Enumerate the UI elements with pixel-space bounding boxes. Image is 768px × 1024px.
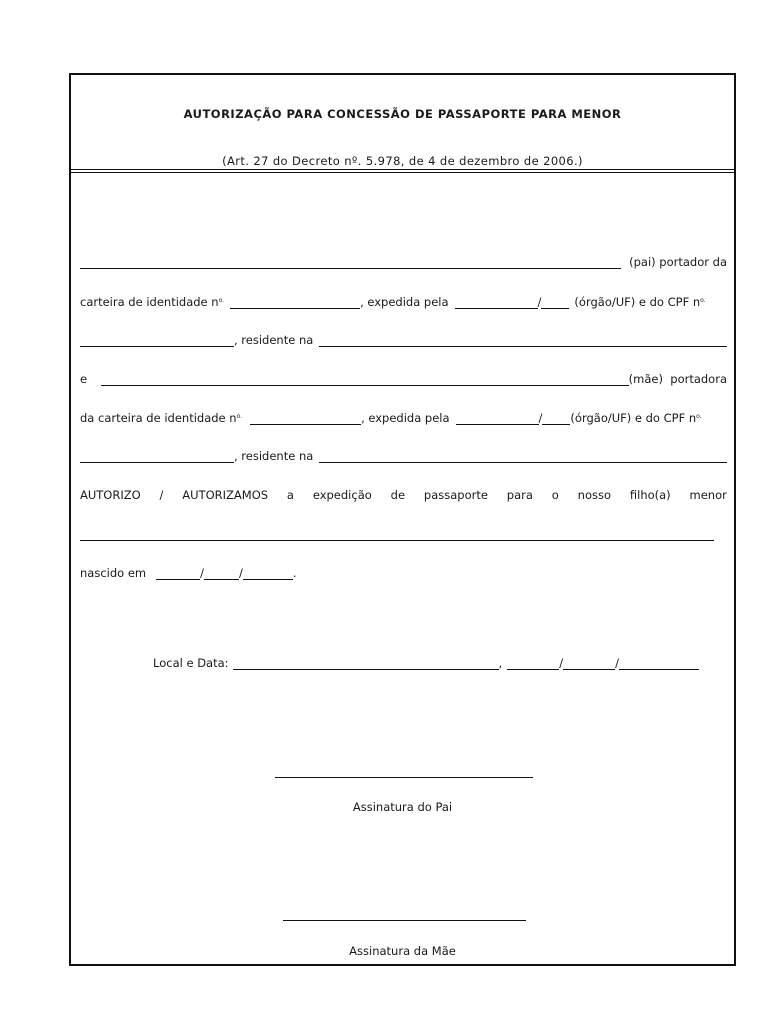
father-slash: / (537, 295, 542, 309)
authorization-statement (80, 486, 727, 502)
auth-word: menor (689, 488, 727, 502)
place-year-field[interactable] (619, 657, 699, 670)
father-uf-field[interactable] (541, 296, 569, 309)
mother-cpf-line (80, 447, 727, 463)
mother-id-field[interactable] (250, 412, 361, 425)
father-address-field[interactable] (319, 334, 727, 347)
auth-word: / (159, 488, 164, 502)
father-signature-line[interactable] (275, 777, 533, 778)
date-separator: / (559, 656, 564, 670)
header-divider-secondary (71, 172, 734, 173)
father-cpf-field[interactable] (80, 334, 234, 347)
mother-name-field[interactable] (101, 373, 629, 386)
birth-month-field[interactable] (204, 567, 239, 580)
auth-word: o (551, 488, 559, 502)
auth-word: filho(a) (629, 488, 671, 502)
birth-day-field[interactable] (156, 567, 200, 580)
mother-uf-field[interactable] (542, 412, 570, 425)
form-header (71, 75, 734, 171)
date-separator: / (239, 566, 243, 580)
place-date-line (153, 654, 727, 670)
date-separator: / (615, 656, 619, 670)
father-issued-label: , expedida pela (360, 295, 449, 309)
mother-name-line (80, 370, 727, 386)
mother-address-field[interactable] (319, 450, 727, 463)
comma: , (498, 656, 503, 670)
father-resident-label: , residente na (234, 333, 314, 347)
place-month-field[interactable] (563, 657, 615, 670)
birth-date-line (80, 564, 727, 580)
header-divider (71, 169, 734, 170)
auth-word: expedição (312, 488, 372, 502)
page-title: AUTORIZAÇÃO PARA CONCESSÃO DE PASSAPORTE PARA MENOR (183, 107, 622, 121)
father-role-label: (pai) portador da (629, 255, 727, 269)
mother-signature-line[interactable] (283, 920, 526, 921)
authorization-form (69, 73, 736, 966)
mother-id-label: da carteira de identidade $n^{o.}$ (80, 411, 243, 425)
father-id-field[interactable] (230, 296, 360, 309)
birth-date-label: nascido em (80, 566, 147, 580)
auth-word: a (286, 488, 294, 502)
auth-word: para (506, 488, 533, 502)
mother-signature-label: Assinatura da Mãe (349, 944, 456, 958)
mother-issuer-field[interactable] (456, 412, 539, 425)
place-field[interactable] (233, 657, 499, 670)
father-id-label: carteira de identidade $n^{o.}$ (80, 295, 225, 309)
birth-year-field[interactable] (243, 567, 293, 580)
father-issuer-field[interactable] (455, 296, 538, 309)
mother-organ-cpf-label: (órgão/UF) e do CPF $n^{o.}$ (570, 411, 702, 425)
father-name-line (80, 253, 727, 269)
minor-name-line (80, 525, 714, 541)
place-date-label: Local e Data: (153, 656, 229, 670)
father-organ-cpf-label: (órgão/UF) e do CPF $n^{o.}$ (574, 295, 706, 309)
mother-conjunction: e (80, 372, 88, 386)
auth-word: AUTORIZAMOS (182, 488, 269, 502)
father-signature-label: Assinatura do Pai (352, 800, 453, 814)
auth-word: de (390, 488, 406, 502)
father-cpf-line (80, 331, 727, 347)
mother-resident-label: , residente na (234, 449, 314, 463)
auth-word: nosso (577, 488, 612, 502)
mother-cpf-field[interactable] (80, 450, 234, 463)
mother-id-line (80, 409, 727, 425)
father-name-field[interactable] (80, 256, 621, 269)
mother-role-label: (mãe) portadora (628, 372, 727, 386)
period: . (292, 566, 297, 580)
mother-slash: / (538, 411, 543, 425)
auth-word: passaporte (423, 488, 488, 502)
page-subtitle: (Art. 27 do Decreto nº. 5.978, de 4 de dezembro de 2006.) (222, 154, 583, 168)
date-separator: / (200, 566, 204, 580)
minor-name-field[interactable] (80, 528, 714, 541)
mother-issued-label: , expedida pela (361, 411, 450, 425)
father-id-line (80, 293, 727, 309)
auth-word: AUTORIZO (80, 488, 141, 502)
place-day-field[interactable] (507, 657, 559, 670)
